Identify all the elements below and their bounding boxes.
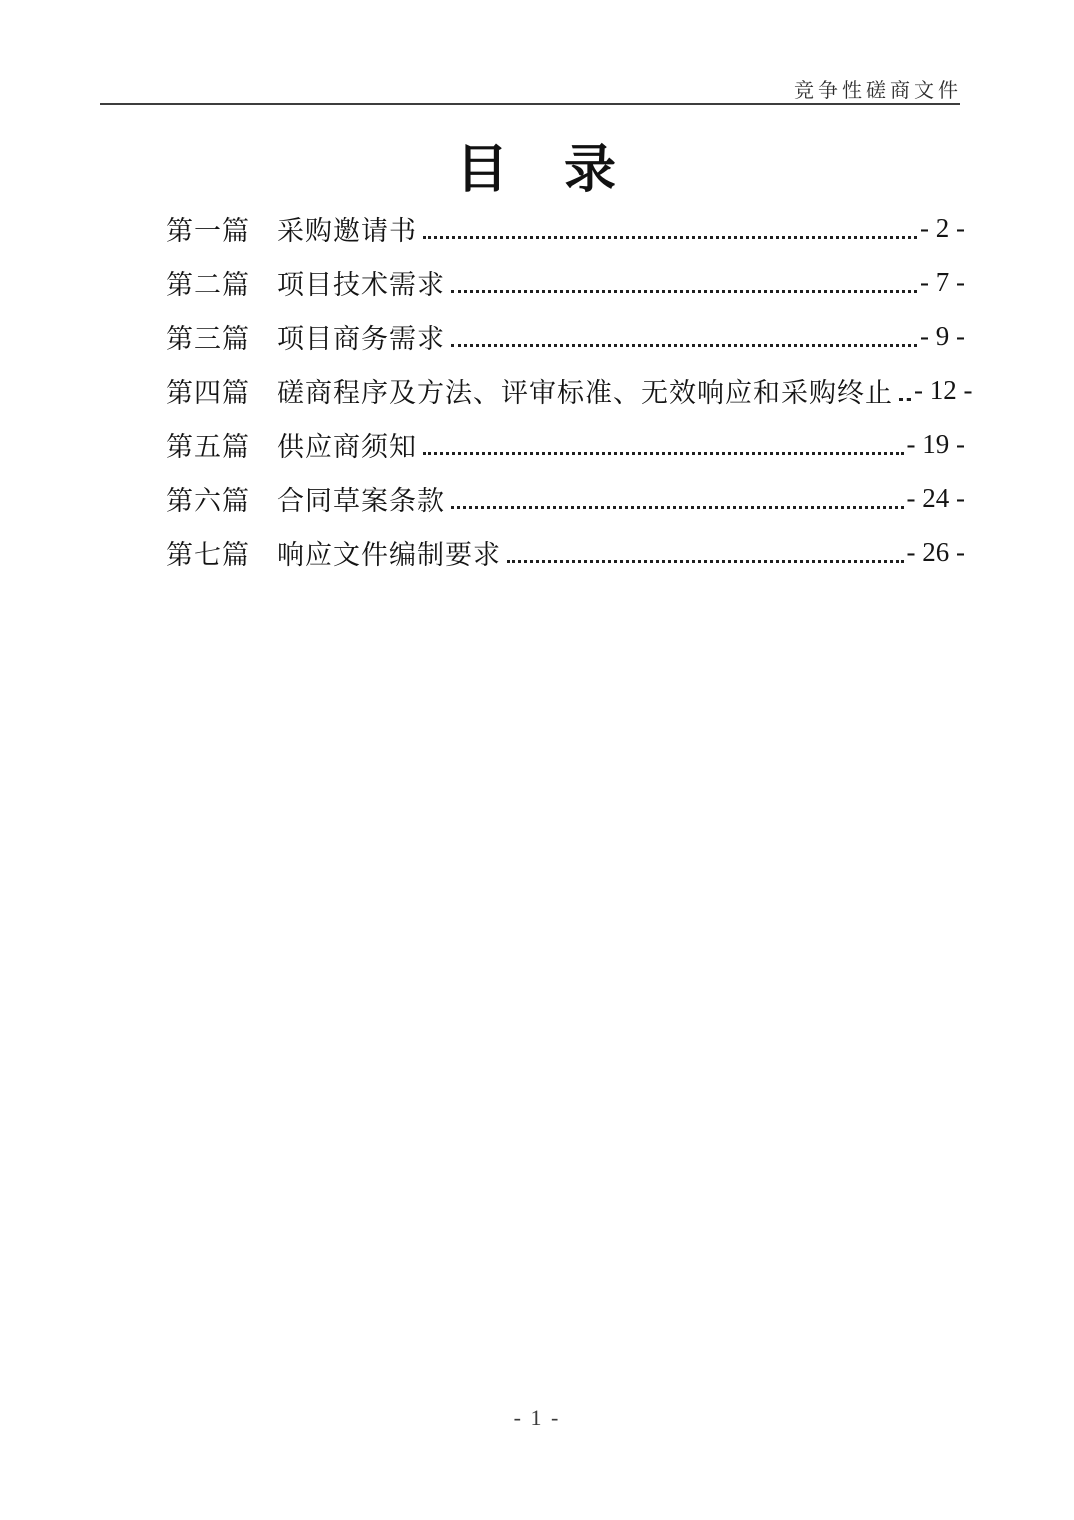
page-number: - 1 - bbox=[513, 1405, 561, 1430]
dot-leader bbox=[451, 272, 917, 293]
toc-chapter-label: 第一篇 bbox=[166, 215, 250, 246]
dot-leader bbox=[451, 488, 904, 509]
dot-leader bbox=[451, 326, 917, 347]
running-header-label: 竞争性磋商文件 bbox=[794, 80, 962, 102]
toc-entry bbox=[166, 417, 965, 471]
toc-entry bbox=[166, 309, 965, 363]
toc-entry bbox=[166, 201, 965, 255]
toc-page-number: - 19 - bbox=[906, 428, 965, 459]
dot-leader bbox=[507, 542, 904, 563]
toc-page-title: 目 录 bbox=[455, 142, 618, 199]
dot-leader bbox=[899, 380, 911, 401]
toc-page-number: - 26 - bbox=[906, 536, 965, 567]
toc-page-number: - 2 - bbox=[920, 212, 965, 243]
toc-section-title: 磋商程序及方法、评审标准、无效响应和采购终止 bbox=[277, 377, 893, 408]
toc-entry bbox=[166, 363, 973, 417]
toc-entry bbox=[166, 255, 965, 309]
toc-section-title: 项目商务需求 bbox=[277, 323, 445, 354]
toc-section-title: 供应商须知 bbox=[277, 431, 417, 462]
toc-section-title: 采购邀请书 bbox=[277, 215, 417, 246]
dot-leader bbox=[423, 434, 904, 455]
toc-page-number: - 12 - bbox=[914, 374, 973, 405]
toc-chapter-label: 第三篇 bbox=[166, 323, 250, 354]
toc-page-number: - 7 - bbox=[920, 266, 965, 297]
toc-section-title: 响应文件编制要求 bbox=[277, 539, 501, 570]
dot-leader bbox=[423, 218, 917, 239]
page-footer bbox=[0, 1405, 1074, 1431]
toc-section-title: 合同草案条款 bbox=[277, 485, 445, 516]
toc-chapter-label: 第二篇 bbox=[166, 269, 250, 300]
toc-chapter-label: 第六篇 bbox=[166, 485, 250, 516]
toc-entry bbox=[166, 471, 965, 525]
toc-page-number: - 24 - bbox=[906, 482, 965, 513]
toc-chapter-label: 第七篇 bbox=[166, 539, 250, 570]
header-rule bbox=[100, 103, 960, 105]
toc-page-number: - 9 - bbox=[920, 320, 965, 351]
toc-section-title: 项目技术需求 bbox=[277, 269, 445, 300]
toc bbox=[166, 201, 973, 579]
toc-chapter-label: 第五篇 bbox=[166, 431, 250, 462]
toc-chapter-label: 第四篇 bbox=[166, 377, 250, 408]
toc-entry bbox=[166, 525, 965, 579]
